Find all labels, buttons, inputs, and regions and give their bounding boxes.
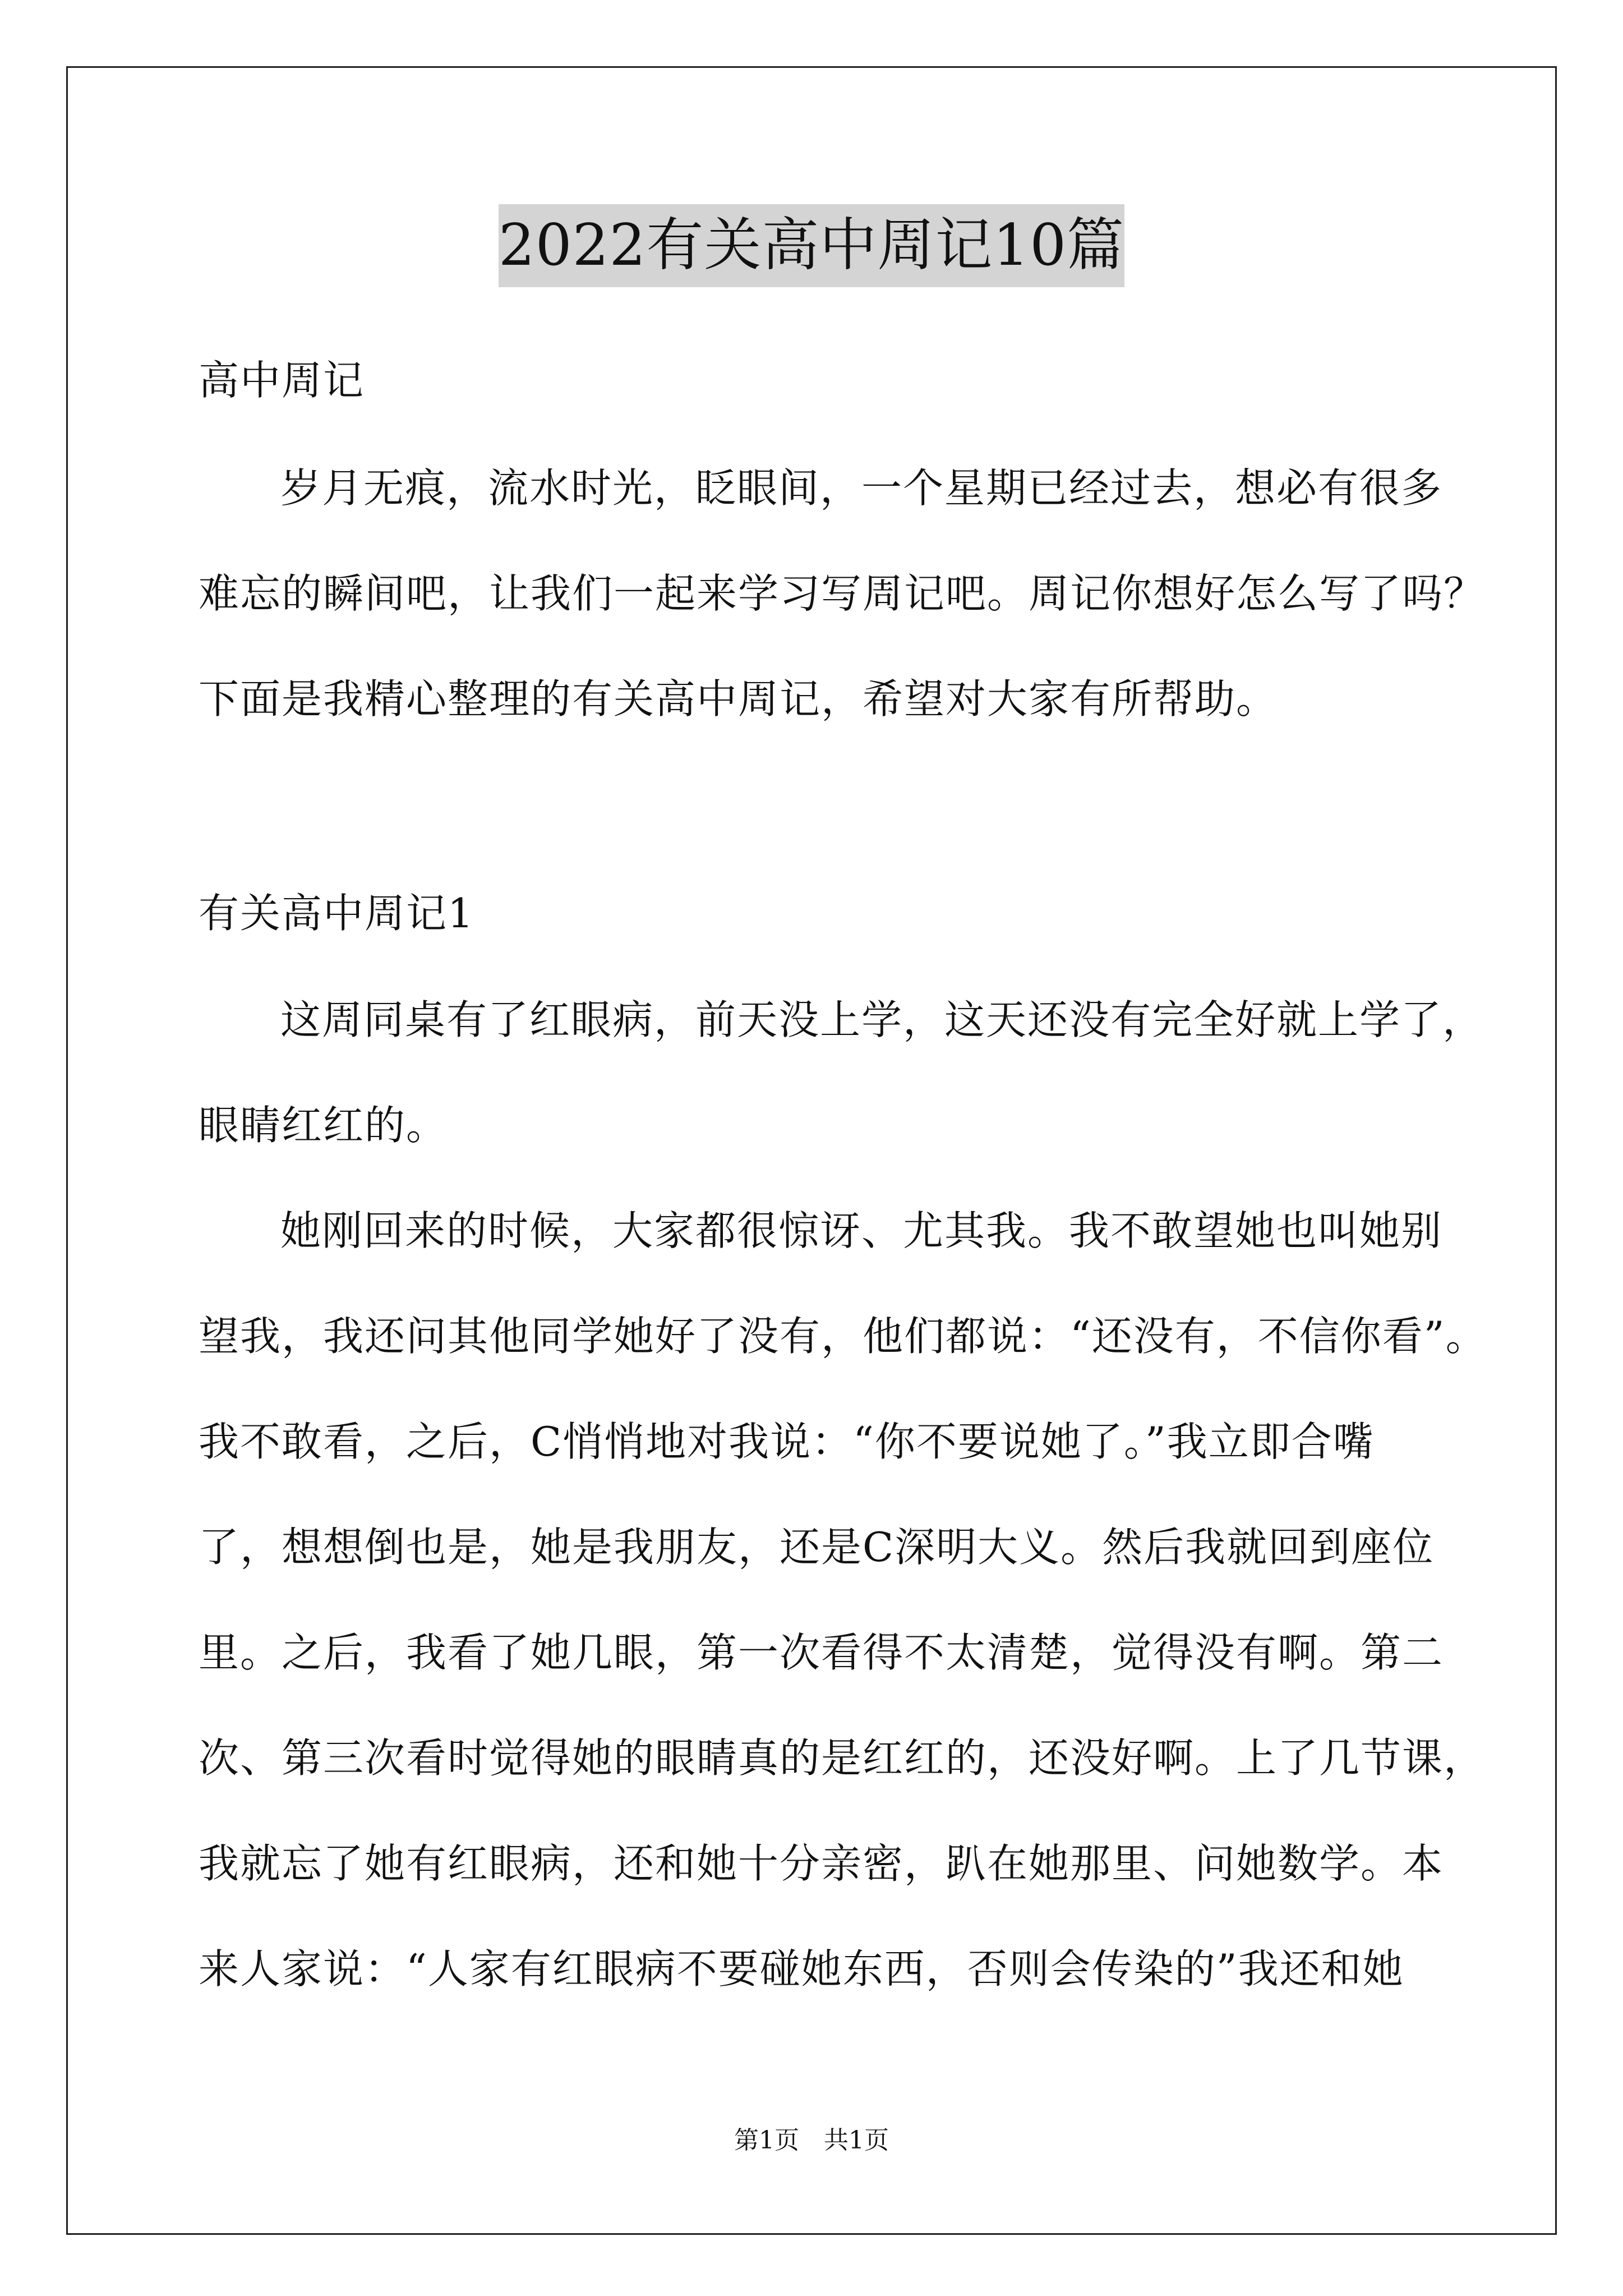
para2-line-5: 里。之后，我看了她几眼，第一次看得不太清楚，觉得没有啊。第二 [199,1629,1444,1676]
para2-line-7: 我就忘了她有红眼病，还和她十分亲密，趴在她那里、问她数学。本 [199,1840,1444,1887]
para2-line-3: 我不敢看，之后，C悄悄地对我说：“你不要说她了。”我立即合嘴 [199,1418,1375,1465]
para2-line-4: 了，想想倒也是，她是我朋友，还是C深明大义。然后我就回到座位 [199,1524,1435,1571]
para2-line-6: 次、第三次看时觉得她的眼睛真的是红红的，还没好啊。上了几节课， [199,1734,1486,1782]
intro-line-2: 难忘的瞬间吧，让我们一起来学习写周记吧。周记你想好怎么写了吗？ [199,570,1486,617]
para2-line-8: 来人家说：“人家有红眼病不要碰她东西，否则会传染的”我还和她 [199,1945,1404,1993]
intro-line-3: 下面是我精心整理的有关高中周记，希望对大家有所帮助。 [199,675,1278,723]
para1-line-2: 眼睛红红的。 [199,1102,448,1149]
intro-line-1: 岁月无痕，流水时光，眨眼间，一个星期已经过去，想必有很多 [280,464,1443,512]
para1-line-1: 这周同桌有了红眼病，前天没上学，这天还没有完全好就上学了， [280,996,1484,1043]
page-footer: 第1页 共1页 [734,2126,889,2155]
intro-heading: 高中周记 [199,357,365,404]
section-heading: 有关高中周记1 [199,890,474,937]
title-wrap [0,204,1623,287]
para2-line-2: 望我，我还问其他同学她好了没有，他们都说：“还没有，不信你看”。 [199,1313,1487,1360]
para2-line-1: 她刚回来的时候，大家都很惊讶、尤其我。我不敢望她也叫她别 [280,1207,1443,1254]
document-title: 2022有关高中周记10篇 [499,204,1124,287]
